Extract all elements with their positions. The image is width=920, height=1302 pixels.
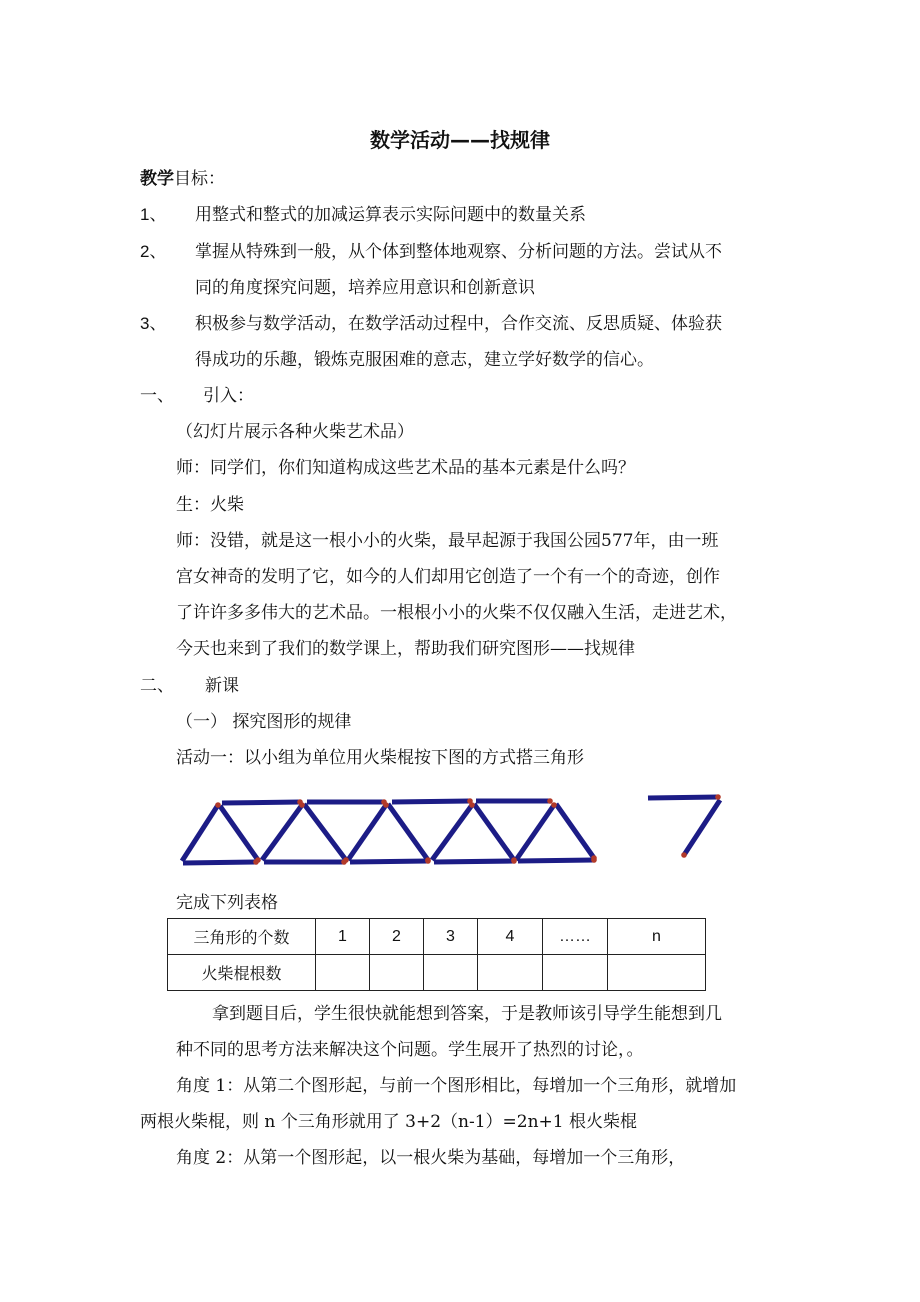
matchstick	[222, 802, 300, 803]
section1-number: 一、	[140, 386, 174, 406]
matchstick-heads	[215, 794, 721, 865]
matchstick	[434, 861, 514, 862]
objective-1-line-1: 用整式和整式的加减运算表示实际问题中的数量关系	[195, 205, 586, 225]
objective-1-number: 1、	[140, 205, 167, 224]
section1-line-5: 宫女神奇的发明了它，如今的人们却用它创造了一个有一个的奇迹，创作	[176, 567, 720, 587]
matchstick	[392, 801, 470, 802]
matchstick	[348, 805, 386, 860]
table-header-cell: 火柴棍根数	[168, 955, 316, 991]
matchstick-head	[253, 859, 259, 865]
section1-line-1: （幻灯片展示各种火柴艺术品）	[176, 422, 414, 442]
table-row	[168, 919, 706, 955]
matchstick	[304, 804, 346, 860]
matchstick	[516, 805, 554, 860]
objective-3-line-2: 得成功的乐趣，锻炼克服困难的意志，建立学好数学的信心。	[195, 350, 654, 370]
table-cell: n	[608, 919, 706, 955]
matchstick	[432, 805, 472, 860]
section1-line-3: 生：火柴	[176, 495, 244, 515]
table-cell: 3	[424, 919, 478, 955]
matchstick	[648, 797, 718, 798]
matchstick	[183, 862, 256, 863]
section2-number: 二、	[140, 676, 174, 696]
objectives-heading-bold: 教学	[140, 169, 174, 189]
table-cell	[424, 955, 478, 991]
matchstick-head	[715, 794, 721, 800]
table-header-cell: 三角形的个数	[168, 919, 316, 955]
angle1-line-2: 两根火柴棍，则 n 个三角形就用了 3+2（n-1）=2n+1 根火柴棍	[140, 1112, 638, 1132]
matchstick	[518, 860, 594, 861]
matchstick-head	[425, 858, 431, 864]
discussion-line-2: 种不同的思考方法来解决这个问题。学生展开了热烈的讨论，。	[176, 1040, 644, 1060]
matchstick-head	[591, 857, 597, 863]
matchstick	[182, 805, 218, 861]
matchstick-head	[341, 859, 347, 865]
table-cell	[478, 955, 543, 991]
table-cell	[543, 955, 608, 991]
objective-3-number: 3、	[140, 314, 167, 333]
discussion-line-1: 拿到题目后，学生很快就能想到答案，于是教师该引导学生能想到几	[212, 1004, 722, 1024]
section1-heading: 引入：	[203, 386, 254, 406]
table-cell	[370, 955, 424, 991]
matchstick-triangles-figure	[170, 788, 730, 868]
matchstick-triangle-row	[182, 797, 720, 863]
table-cell: 1	[316, 919, 370, 955]
section2-subheading: （一） 探究图形的规律	[176, 712, 352, 732]
angle2-line-1: 角度 2：从第一个图形起，以一根火柴为基础，每增加一个三角形，	[176, 1148, 686, 1168]
angle1-line-1: 角度 1：从第二个图形起，与前一个图形相比，每增加一个三角形，就增加	[176, 1076, 737, 1096]
matchstick-head	[547, 798, 553, 804]
objective-2-number: 2、	[140, 242, 167, 261]
matchstick-head	[551, 802, 557, 808]
matchstick	[262, 805, 302, 860]
matchstick-count-table	[167, 918, 706, 991]
matchstick	[474, 804, 514, 860]
matchstick-head	[299, 802, 305, 808]
objective-2-line-2: 同的角度探究问题，培养应用意识和创新意识	[195, 278, 535, 298]
matchstick-head	[681, 852, 687, 858]
section1-line-2: 师：同学们，你们知道构成这些艺术品的基本元素是什么吗？	[176, 458, 635, 478]
matchstick	[388, 804, 428, 860]
page-title: 数学活动——找规律	[370, 128, 550, 152]
table-cell: 2	[370, 919, 424, 955]
table-caption: 完成下列表格	[176, 893, 278, 913]
matchstick	[684, 800, 720, 855]
section1-line-7: 今天也来到了我们的数学课上，帮助我们研究图形——找规律	[176, 639, 635, 659]
objective-3-line-1: 积极参与数学活动，在数学活动过程中，合作交流、反思质疑、体验获	[195, 314, 722, 334]
objectives-heading-rest: 目标：	[174, 169, 225, 189]
table-cell: ……	[543, 919, 608, 955]
table-cell	[316, 955, 370, 991]
table-cell	[608, 955, 706, 991]
objectives-heading	[140, 168, 225, 190]
table-row	[168, 955, 706, 991]
table-cell: 4	[478, 919, 543, 955]
matchstick	[556, 804, 594, 858]
activity-one-text: 活动一：以小组为单位用火柴棍按下图的方式搭三角形	[176, 748, 584, 768]
matchstick	[220, 806, 258, 860]
section1-line-4: 师：没错，就是这一根小小的火柴，最早起源于我国公园577年，由一班	[176, 531, 719, 551]
matchstick	[350, 861, 428, 862]
matchstick-head	[215, 802, 221, 808]
matchstick-head	[469, 802, 475, 808]
section2-heading: 新课	[205, 676, 239, 696]
matchstick-head	[383, 802, 389, 808]
matchstick-head	[511, 858, 517, 864]
section1-line-6: 了许许多多伟大的艺术品。一根根小小的火柴不仅仅融入生活，走进艺术，	[176, 603, 737, 623]
objective-2-line-1: 掌握从特殊到一般，从个体到整体地观察、分析问题的方法。尝试从不	[195, 242, 722, 262]
